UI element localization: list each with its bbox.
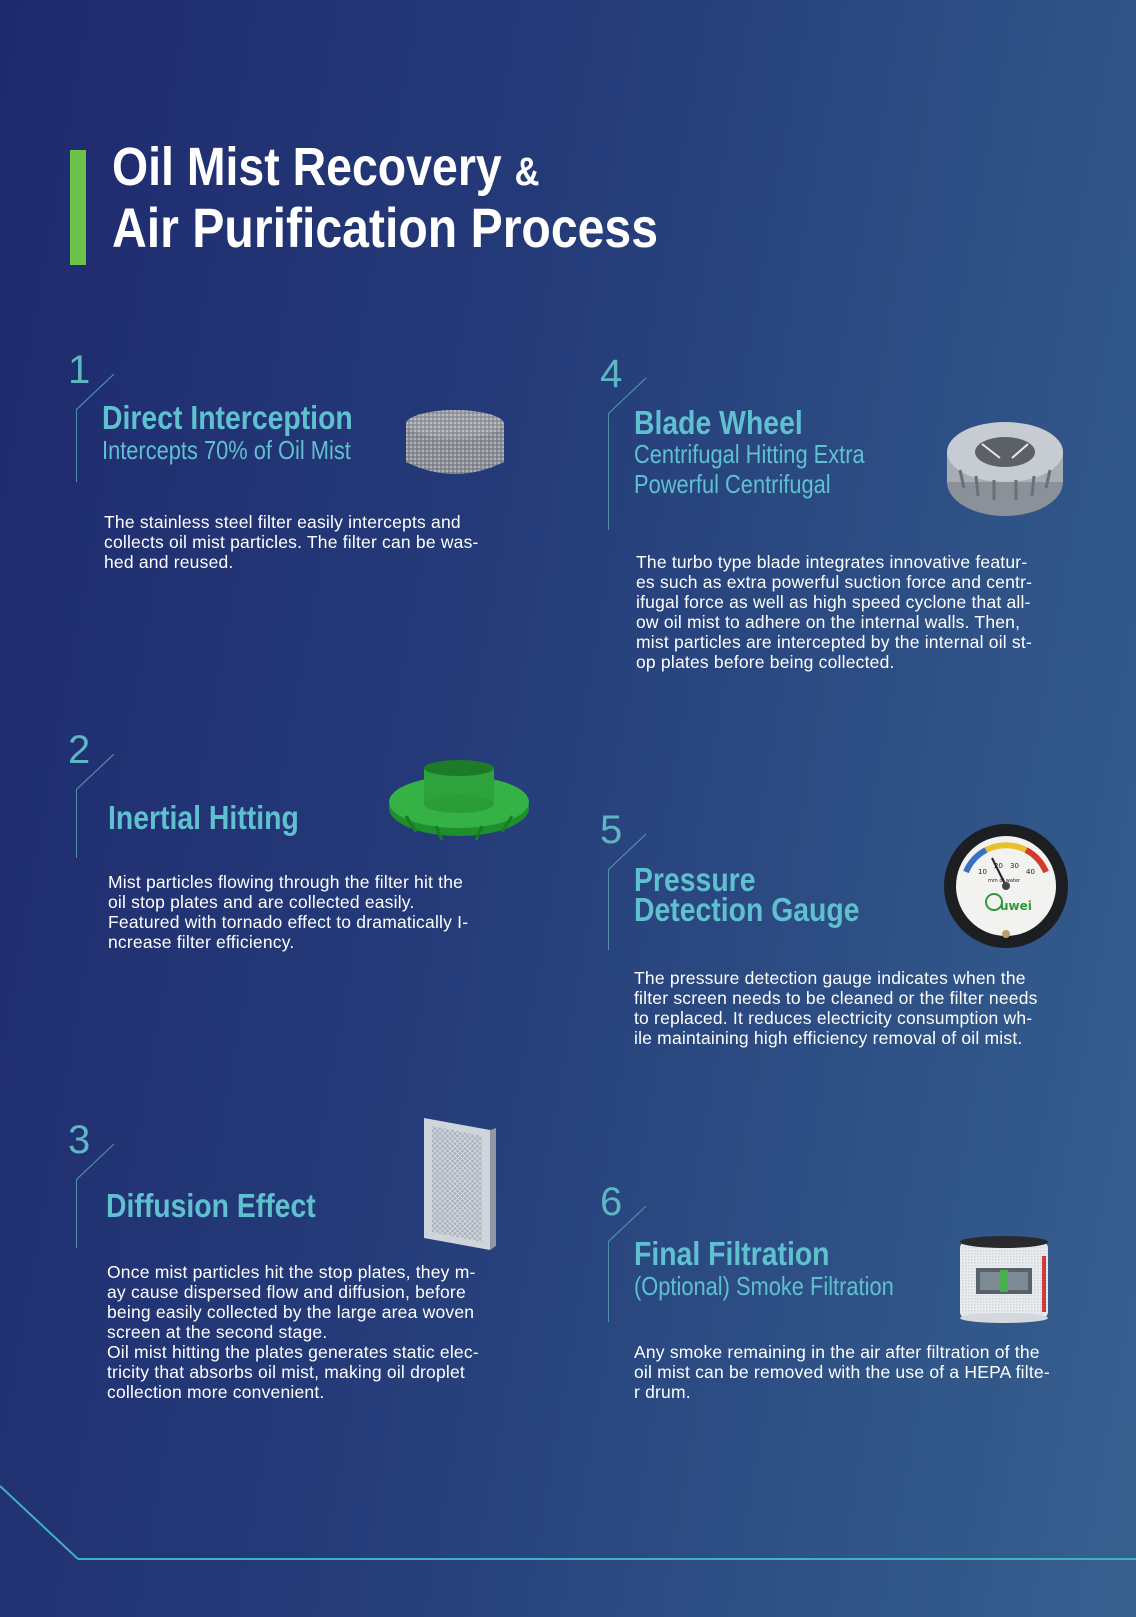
title-accent-bar <box>70 150 86 265</box>
step-vertical-line <box>76 410 77 482</box>
page-title <box>112 137 658 259</box>
step-description: The turbo type blade integrates innovative featur- es such as extra powerful suction force and centr- ifugal force as well as high speed cyclone that all- ow oil mist to adhere on the internal walls. Then, mist particles are intercepted by the internal oil st- op plates before being collected. <box>636 552 1033 672</box>
step-vertical-line <box>608 870 609 950</box>
turbo-blade-wheel-icon <box>942 418 1068 520</box>
step-description: The pressure detection gauge indicates when the filter screen needs to be cleaned or the filter needs to replaced. It reduces electricity consumption wh- ile maintaining high efficiency removal of oil mist. <box>634 968 1038 1048</box>
step-vertical-line <box>76 1180 77 1248</box>
step-description: Any smoke remaining in the air after filtration of the oil mist can be removed with the use of a HEPA filte- r drum. <box>634 1342 1050 1402</box>
gauge-tick-label: 40 <box>1026 868 1035 876</box>
step-vertical-line <box>608 414 609 530</box>
hepa-filter-drum-icon <box>956 1232 1052 1324</box>
stainless-steel-mesh-filter-icon <box>402 406 508 480</box>
step-number: 4 <box>600 352 623 396</box>
step-heading-line-1: Pressure <box>634 861 756 898</box>
green-oil-stop-plate-icon <box>386 760 532 850</box>
title-line-1: Oil Mist Recovery & <box>112 137 540 197</box>
step-heading: Inertial Hitting <box>108 799 299 836</box>
step-number: 5 <box>600 808 623 852</box>
step-subtitle: Intercepts 70% of Oil Mist <box>102 435 351 465</box>
gauge-brand-logo: uwei <box>1000 899 1032 913</box>
step-subtitle-line-1: Centrifugal Hitting Extra <box>634 439 865 469</box>
step-number: 2 <box>68 728 91 772</box>
step-number: 3 <box>68 1118 91 1162</box>
gauge-tick-label: 10 <box>978 868 987 876</box>
gauge-unit-label: mm of water <box>988 878 1020 884</box>
step-heading: Blade Wheel <box>634 404 803 441</box>
step-heading: Diffusion Effect <box>106 1187 316 1224</box>
step-number: 6 <box>600 1180 623 1224</box>
gauge-tick-label: 20 <box>994 862 1003 870</box>
step-divider-icon <box>76 752 116 792</box>
step-divider-icon <box>76 1142 116 1182</box>
step-description: Mist particles flowing through the filter hit the oil stop plates and are collected easily. Featured with tornado effect to dramatically I- ncrease filter efficiency. <box>108 872 469 952</box>
step-heading: Final Filtration <box>634 1235 830 1272</box>
title-line-2: Air Purification Process <box>112 196 658 259</box>
step-heading-line-2: Detection Gauge <box>634 891 860 928</box>
step-vertical-line <box>76 790 77 858</box>
step-subtitle: (Optional) Smoke Filtration <box>634 1271 894 1301</box>
step-heading: Direct Interception <box>102 399 353 436</box>
step-description: Once mist particles hit the stop plates, they m- ay cause dispersed flow and diffusion, before being easily collected by the large area woven screen at the second stage. Oil mist hitting the plates generates static elec- tricity that absorbs oil mist, making oil droplet collection more convenient. <box>107 1262 479 1402</box>
gauge-tick-label: 30 <box>1010 862 1019 870</box>
woven-screen-panel-icon <box>420 1116 500 1252</box>
step-number: 1 <box>68 348 91 392</box>
step-description: The stainless steel filter easily intercepts and collects oil mist particles. The filter can be was- hed and reused. <box>104 512 479 572</box>
bottom-divider-line <box>78 1558 1136 1560</box>
pressure-gauge-icon <box>942 822 1070 950</box>
bottom-corner-line <box>0 1484 80 1564</box>
step-vertical-line <box>608 1242 609 1322</box>
step-subtitle-line-2: Powerful Centrifugal <box>634 469 831 499</box>
